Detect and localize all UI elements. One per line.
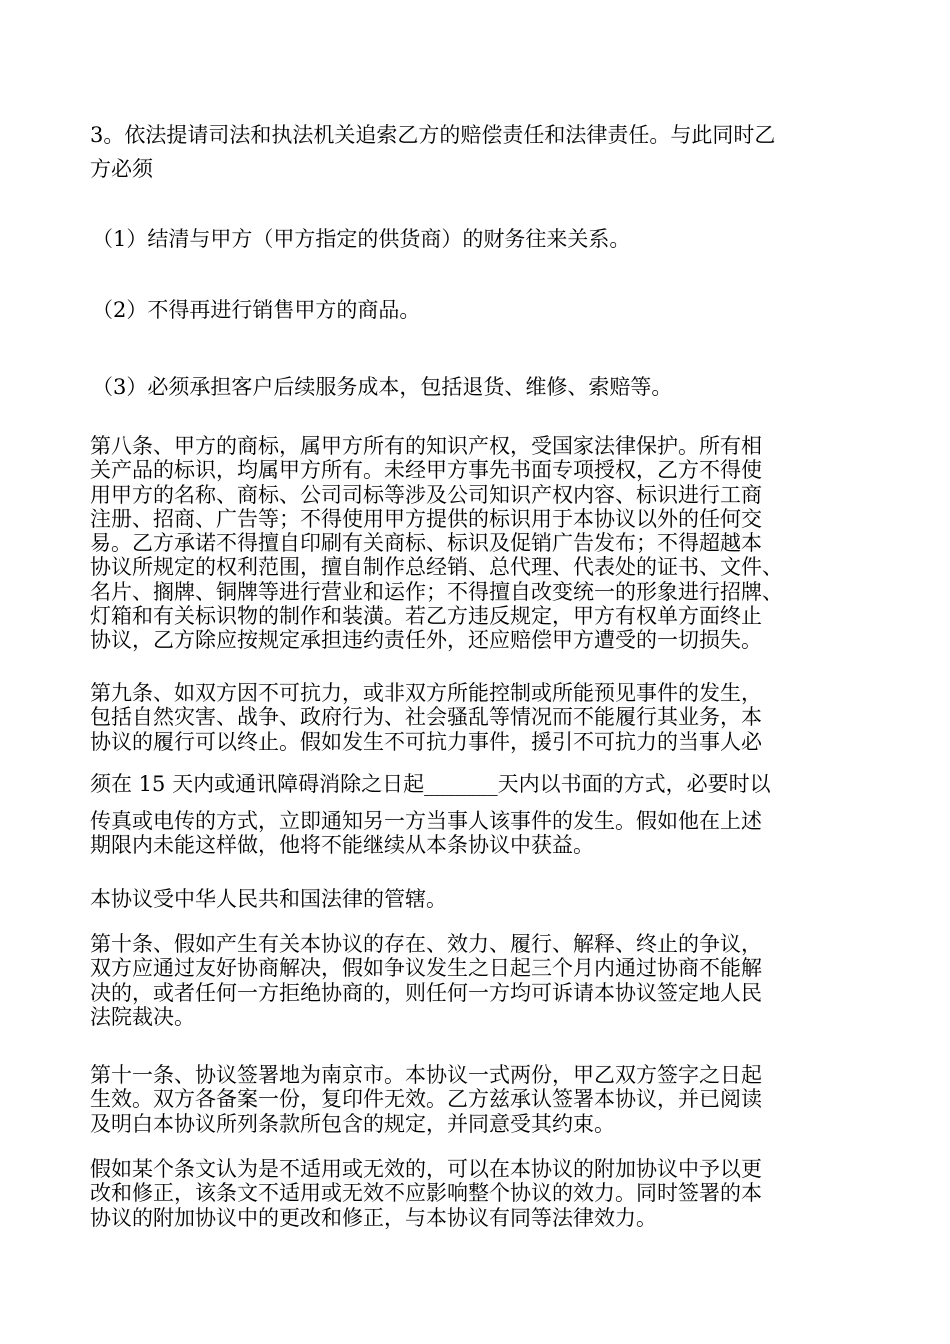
text-line: 用甲方的名称、商标、公司司标等涉及公司知识产权内容、标识进行工商 [90,482,762,507]
article-9-part-1 [90,681,880,754]
article-9-part-3 [90,809,880,858]
article-11 [90,1063,880,1136]
text-line: 第九条、如双方因不可抗力，或非双方所能控制或所能预见事件的发生， [90,681,762,705]
text-line: 3。依法提请司法和执法机关追索乙方的赔偿责任和法律责任。与此同时乙 [90,123,776,147]
article-9-part-2: 须在 15 天内或通讯障碍消除之日起_______天内以书面的方式，必要时以 [90,772,771,796]
text-line: 决的，或者任何一方拒绝协商的，则任何一方均可诉请本协议签定地人民 [90,980,762,1005]
article-10 [90,932,880,1029]
text-line: 传真或电传的方式，立即通知另一方当事人该事件的发生。假如他在上述 [90,809,762,833]
text-line: 名片、搁牌、铜牌等进行营业和运作；不得擅自改变统一的形象进行招牌、 [90,579,783,604]
text-line: 方必须 [90,157,153,181]
clause-3-item-3: （3）必须承担客户后续服务成本，包括退货、维修、索赔等。 [92,375,673,399]
text-line: 包括自然灾害、战争、政府行为、社会骚乱等情况而不能履行其业务，本 [90,705,762,730]
text-line: 第十条、假如产生有关本协议的存在、效力、履行、解释、终止的争议， [90,932,762,956]
text-line: 协议的履行可以终止。假如发生不可抗力事件，援引不可抗力的当事人必 [90,729,762,754]
text-line: 法院裁决。 [90,1004,195,1029]
text-line: 第十一条、协议签署地为南京市。本协议一式两份，甲乙双方签字之日起 [90,1063,762,1087]
text-line: 第八条、甲方的商标，属甲方所有的知识产权，受国家法律保护。所有相 [90,434,762,458]
text-line: 假如某个条文认为是不适用或无效的，可以在本协议的附加协议中予以更 [90,1157,762,1181]
text-line: 期限内未能这样做，他将不能继续从本条协议中获益。 [90,833,594,858]
clause-3-item-2: （2）不得再进行销售甲方的商品。 [92,298,421,322]
governing-law: 本协议受中华人民共和国法律的管辖。 [90,887,447,911]
text-line: 灯箱和有关标识物的制作和装潢。若乙方违反规定，甲方有权单方面终止 [90,604,762,629]
article-8 [90,434,880,653]
text-line: 协议，乙方除应按规定承担违约责任外，还应赔偿甲方遭受的一切损失。 [90,628,762,653]
text-line: 易。乙方承诺不得擅自印刷有关商标、标识及促销广告发布；不得超越本 [90,531,762,556]
text-line: 注册、招商、广告等；不得使用甲方提供的标识用于本协议以外的任何交 [90,506,762,531]
text-line: 生效。双方各备案一份，复印件无效。乙方兹承认签署本协议，并已阅读 [90,1087,762,1112]
text-line: 协议的附加协议中的更改和修正，与本协议有同等法律效力。 [90,1205,657,1230]
severability-clause [90,1157,880,1230]
text-line: 及明白本协议所列条款所包含的规定，并同意受其约束。 [90,1111,615,1136]
text-line: 改和修正，该条文不适用或无效不应影响整个协议的效力。同时签署的本 [90,1181,762,1206]
clause-3-intro [90,118,880,186]
text-line: 协议所规定的权利范围，擅自制作总经销、总代理、代表处的证书、文件、 [90,555,783,580]
clause-3-item-1: （1）结清与甲方（甲方指定的供货商）的财务往来关系。 [92,227,631,251]
text-line: 关产品的标识，均属甲方所有。未经甲方事先书面专项授权，乙方不得使 [90,458,762,483]
text-line: 双方应通过友好协商解决，假如争议发生之日起三个月内通过协商不能解 [90,956,762,981]
